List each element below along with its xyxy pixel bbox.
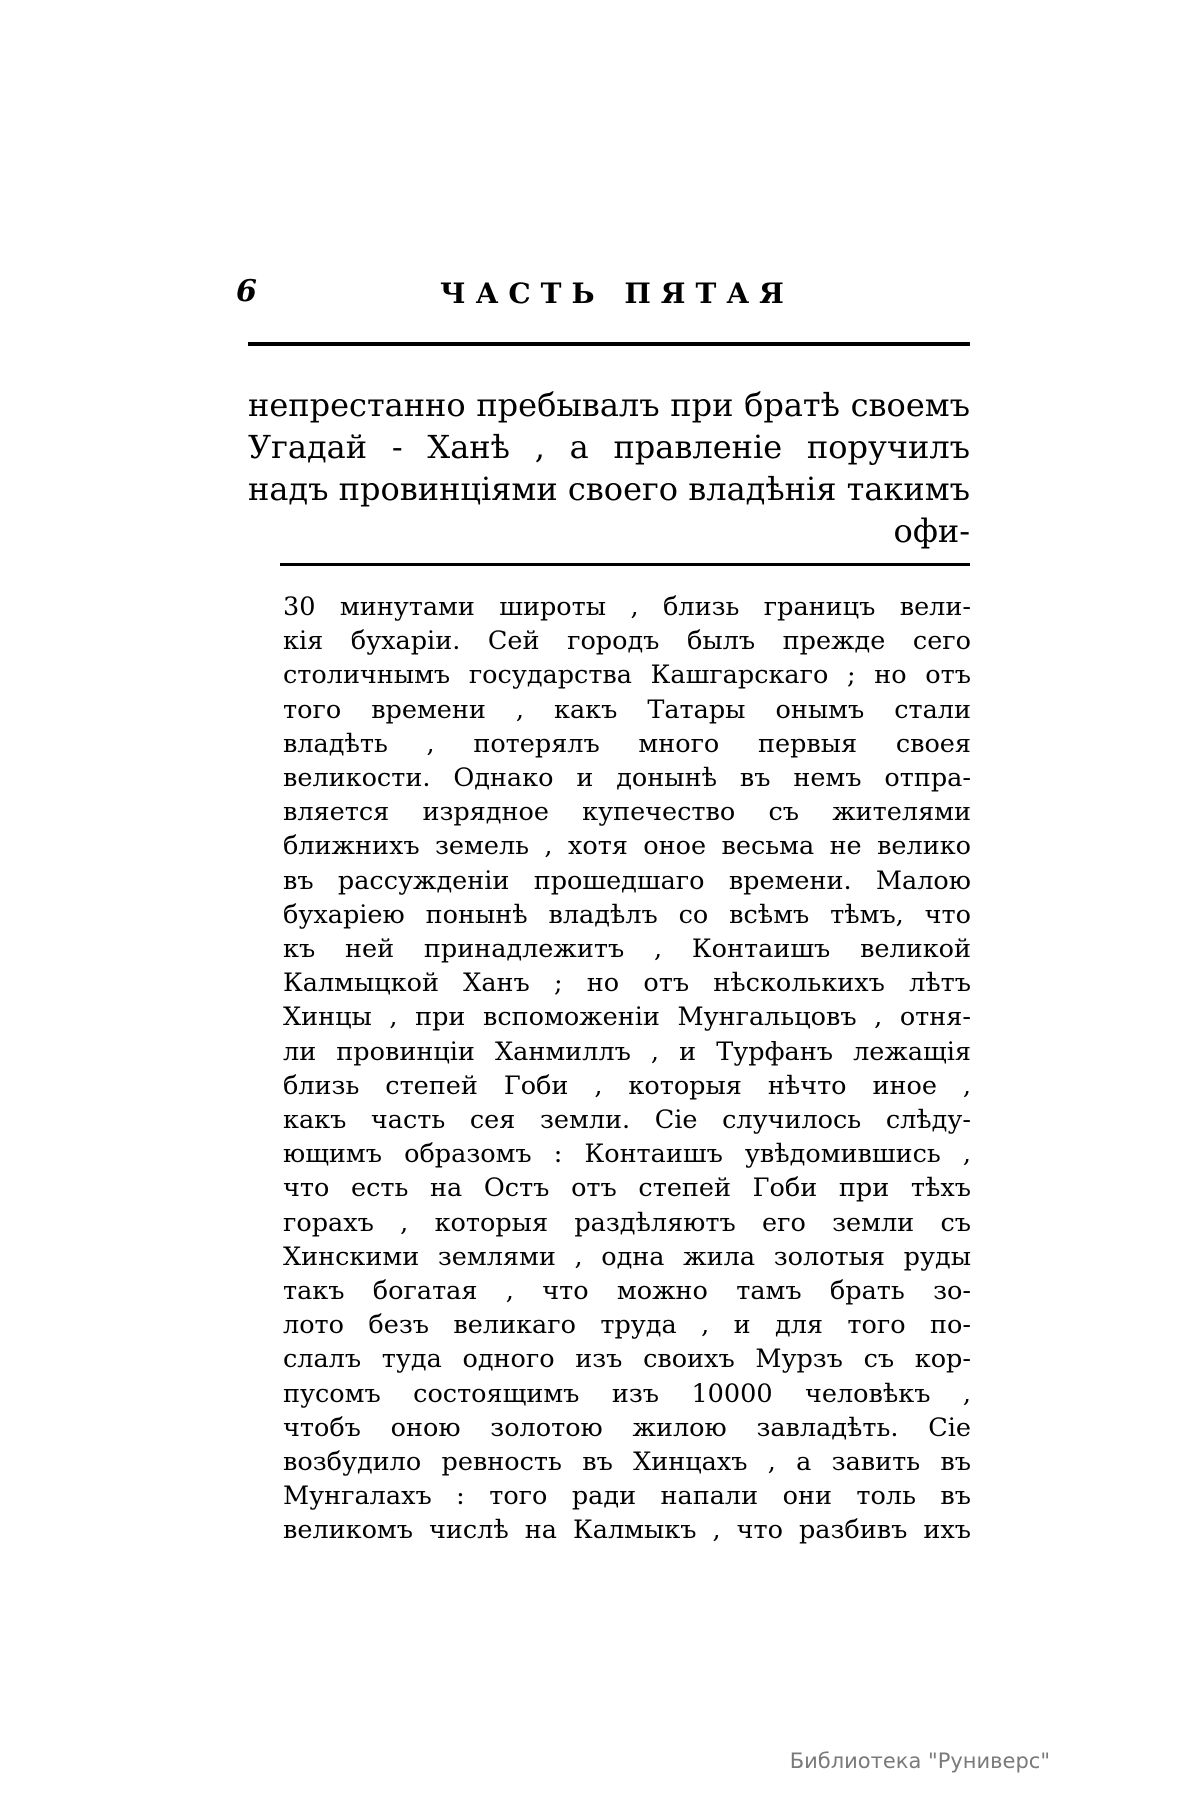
main-text-line: Угадай - Ханѣ , а правленіе поручилъ [248,428,970,466]
header-rule [248,342,970,346]
footnote-line: возбудило ревность въ Хинцахъ , а завить въ [283,1447,971,1478]
footnote-line: столичнымъ государства Кашгарскаго ; но отъ [283,660,971,691]
footnote-line: ли провинціи Ханмиллъ , и Турфанъ лежащія [283,1036,971,1067]
footnote-line: слалъ туда одного изъ своихъ Мурзъ съ кор- [283,1344,971,1375]
footnote-line: къ ней принадлежитъ , Контаишъ великой [283,934,971,965]
running-head: ЧАСТЬ ПЯТАЯ [440,277,794,310]
footnote-line: ближнихъ земель , хотя оное весьма не велико [283,831,971,862]
footnote-line: такъ богатая , что можно тамъ брать зо- [283,1276,971,1307]
footnote-line: что есть на Остъ отъ степей Гоби при тѣхъ [283,1173,971,1204]
footnote-line: близь степей Гоби , которыя нѣчто иное , [283,1070,971,1101]
main-text-line: надъ провинціями своего владѣнія такимъ [248,470,970,508]
footnote-line: въ рассужденіи прошедшаго времени. Малою [283,865,971,896]
main-text-block [248,384,970,552]
footnote-line: Калмыцкой Ханъ ; но отъ нѣсколькихъ лѣтъ [283,968,971,999]
footnote-line: ющимъ образомъ : Контаишъ увѣдомившись , [283,1139,971,1170]
footnote-line: великости. Однако и донынѣ въ немъ отпра- [283,763,971,794]
footnote-line: того времени , какъ Татары онымъ стали [283,694,971,725]
footnote-rule [280,563,970,566]
footnote-block [283,590,971,1548]
page-number: 6 [236,274,257,309]
footnote-line: великомъ числѣ на Калмыкъ , что разбивъ ихъ [283,1515,971,1546]
footnote-line: какъ часть сея земли. Сіе случилось слѣду- [283,1105,971,1136]
footnote-line: Хинцы , при вспоможеніи Мунгальцовъ , отня- [283,1002,971,1033]
footnote-line: вляется изрядное купечество съ жителями [283,797,971,828]
footnote-line: бухаріею понынѣ владѣлъ со всѣмъ тѣмъ, что [283,899,971,930]
footnote-line: 30 минутами широты , близь границъ вели- [283,592,971,622]
footnote-line: лото безъ великаго труда , и для того по- [283,1310,971,1341]
footnote-line: кія бухаріи. Сей городъ былъ прежде сего [283,626,971,657]
footnote-line: владѣть , потерялъ много первыя своея [283,728,971,759]
footnote-line: горахъ , которыя раздѣляютъ его земли съ [283,1207,971,1238]
footnote-line: пусомъ состоящимъ изъ 10000 человѣкъ , [283,1378,971,1409]
footnote-line: Мунгалахъ : того ради напали они толь въ [283,1481,971,1512]
footnote-line: Хинскими землями , одна жила золотыя руды [283,1241,971,1272]
footnote-line: чтобъ оною золотою жилою завладѣть. Сіе [283,1412,971,1443]
main-text-line: непрестанно пребывалъ при братѣ своемъ [248,386,970,424]
catchword: офи- [893,512,970,550]
library-watermark: Библиотека "Руниверс" [789,1749,1050,1773]
